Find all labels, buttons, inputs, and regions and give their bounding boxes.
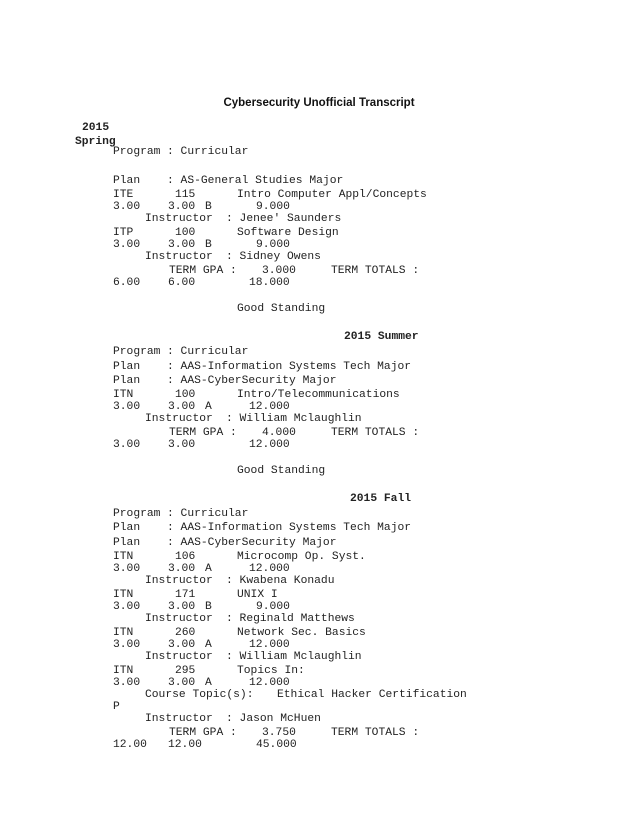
instructor-label: Instructor [145,613,213,625]
course-attempted: 3.00 [113,639,141,651]
course-title: Microcomp Op. Syst. [237,551,366,563]
course-title: Topics In: [237,665,305,677]
instructor-name: : Jason McHuen [226,713,321,725]
totals-earned: 3.00 [168,439,196,451]
course-grade: B [205,239,212,251]
course-grade: A [205,639,212,651]
course-points: 12.000 [249,563,290,575]
academic-standing: Good Standing [237,465,326,477]
instructor-label: Instructor [145,213,213,225]
totals-earned: 6.00 [168,277,196,289]
plan-label: Plan [113,522,141,534]
totals-points: 12.000 [249,439,290,451]
course-points: 9.000 [256,601,290,613]
plan-label: Plan [113,361,141,373]
course-subject: ITN [113,589,134,601]
course-attempted: 3.00 [113,401,141,413]
course-earned: 3.00 [168,401,196,413]
course-number: 100 [175,389,196,401]
term-gpa-label: TERM GPA : [169,427,237,439]
summer-program-label: Program [113,346,161,358]
instructor-label: Instructor [145,413,213,425]
course-title: Network Sec. Basics [237,627,366,639]
course-grade: B [205,601,212,613]
instructor-name: : William Mclaughlin [226,651,362,663]
course-earned: 3.00 [168,677,196,689]
course-number: 295 [175,665,196,677]
course-points: 9.000 [256,239,290,251]
spring-program-label: Program [113,146,161,158]
totals-points: 18.000 [249,277,290,289]
course-grade: A [205,677,212,689]
course-subject: ITP [113,227,134,239]
course-title: UNIX I [237,589,278,601]
instructor-label: Instructor [145,575,213,587]
course-subject: ITN [113,389,134,401]
plan-label: Plan [113,537,141,549]
spring-year: 2015 [82,122,110,134]
fall-program-value: : Curricular [167,508,249,520]
plan-value: : AAS-Information Systems Tech Major [167,361,412,373]
totals-points: 45.000 [256,739,297,751]
course-title: Software Design [237,227,339,239]
instructor-label: Instructor [145,251,213,263]
fall-program-label: Program [113,508,161,520]
course-grade: B [205,201,212,213]
course-attempted: 3.00 [113,601,141,613]
totals-attempted: 6.00 [113,277,141,289]
instructor-name: : William Mclaughlin [226,413,362,425]
instructor-name: : Reginald Matthews [226,613,355,625]
course-points: 12.000 [249,677,290,689]
course-subject: ITN [113,627,134,639]
course-subject: ITN [113,665,134,677]
term-gpa-value: 3.750 [262,727,296,739]
totals-attempted: 12.00 [113,739,147,751]
course-number: 171 [175,589,196,601]
term-gpa-value: 4.000 [262,427,296,439]
term-gpa-label: TERM GPA : [169,265,237,277]
instructor-label: Instructor [145,651,213,663]
course-topic-label: Course Topic(s): [145,689,254,701]
course-earned: 3.00 [168,201,196,213]
course-points: 12.000 [249,639,290,651]
course-grade: A [205,563,212,575]
academic-standing: Good Standing [237,303,326,315]
plan-value: : AAS-Information Systems Tech Major [167,522,412,534]
plan-label: Plan [113,375,141,387]
course-points: 12.000 [249,401,290,413]
instructor-label: Instructor [145,713,213,725]
course-earned: 3.00 [168,639,196,651]
course-subject: ITN [113,551,134,563]
course-earned: 3.00 [168,239,196,251]
transcript-title: Cybersecurity Unofficial Transcript [223,97,415,109]
instructor-name: : Kwabena Konadu [226,575,335,587]
plan-value: : AAS-CyberSecurity Major [167,537,337,549]
course-number: 100 [175,227,196,239]
totals-attempted: 3.00 [113,439,141,451]
course-grade: A [205,401,212,413]
spring-season: Spring [75,136,116,148]
course-topic-wrap: P [113,701,120,713]
course-topic: Ethical Hacker Certification [277,689,467,701]
course-points: 9.000 [256,201,290,213]
course-title: Intro/Telecommunications [237,389,400,401]
spring-plan-value: : AS-General Studies Major [167,175,344,187]
course-number: 106 [175,551,196,563]
course-title: Intro Computer Appl/Concepts [237,189,427,201]
instructor-name: : Sidney Owens [226,251,321,263]
term-totals-label: TERM TOTALS : [331,727,420,739]
instructor-name: : Jenee' Saunders [226,213,342,225]
course-earned: 3.00 [168,601,196,613]
term-totals-label: TERM TOTALS : [331,427,420,439]
course-number: 115 [175,189,196,201]
totals-earned: 12.00 [168,739,202,751]
plan-value: : AAS-CyberSecurity Major [167,375,337,387]
spring-program-value: : Curricular [167,146,249,158]
term-gpa-label: TERM GPA : [169,727,237,739]
term-totals-label: TERM TOTALS : [331,265,420,277]
summer-term-header: 2015 Summer [344,331,419,343]
fall-term-header: 2015 Fall [350,493,412,505]
summer-program-value: : Curricular [167,346,249,358]
course-subject: ITE [113,189,134,201]
course-earned: 3.00 [168,563,196,575]
spring-plan-label: Plan [113,175,141,187]
term-gpa-value: 3.000 [262,265,296,277]
course-attempted: 3.00 [113,201,141,213]
course-attempted: 3.00 [113,563,141,575]
course-attempted: 3.00 [113,239,141,251]
course-attempted: 3.00 [113,677,141,689]
course-number: 260 [175,627,196,639]
